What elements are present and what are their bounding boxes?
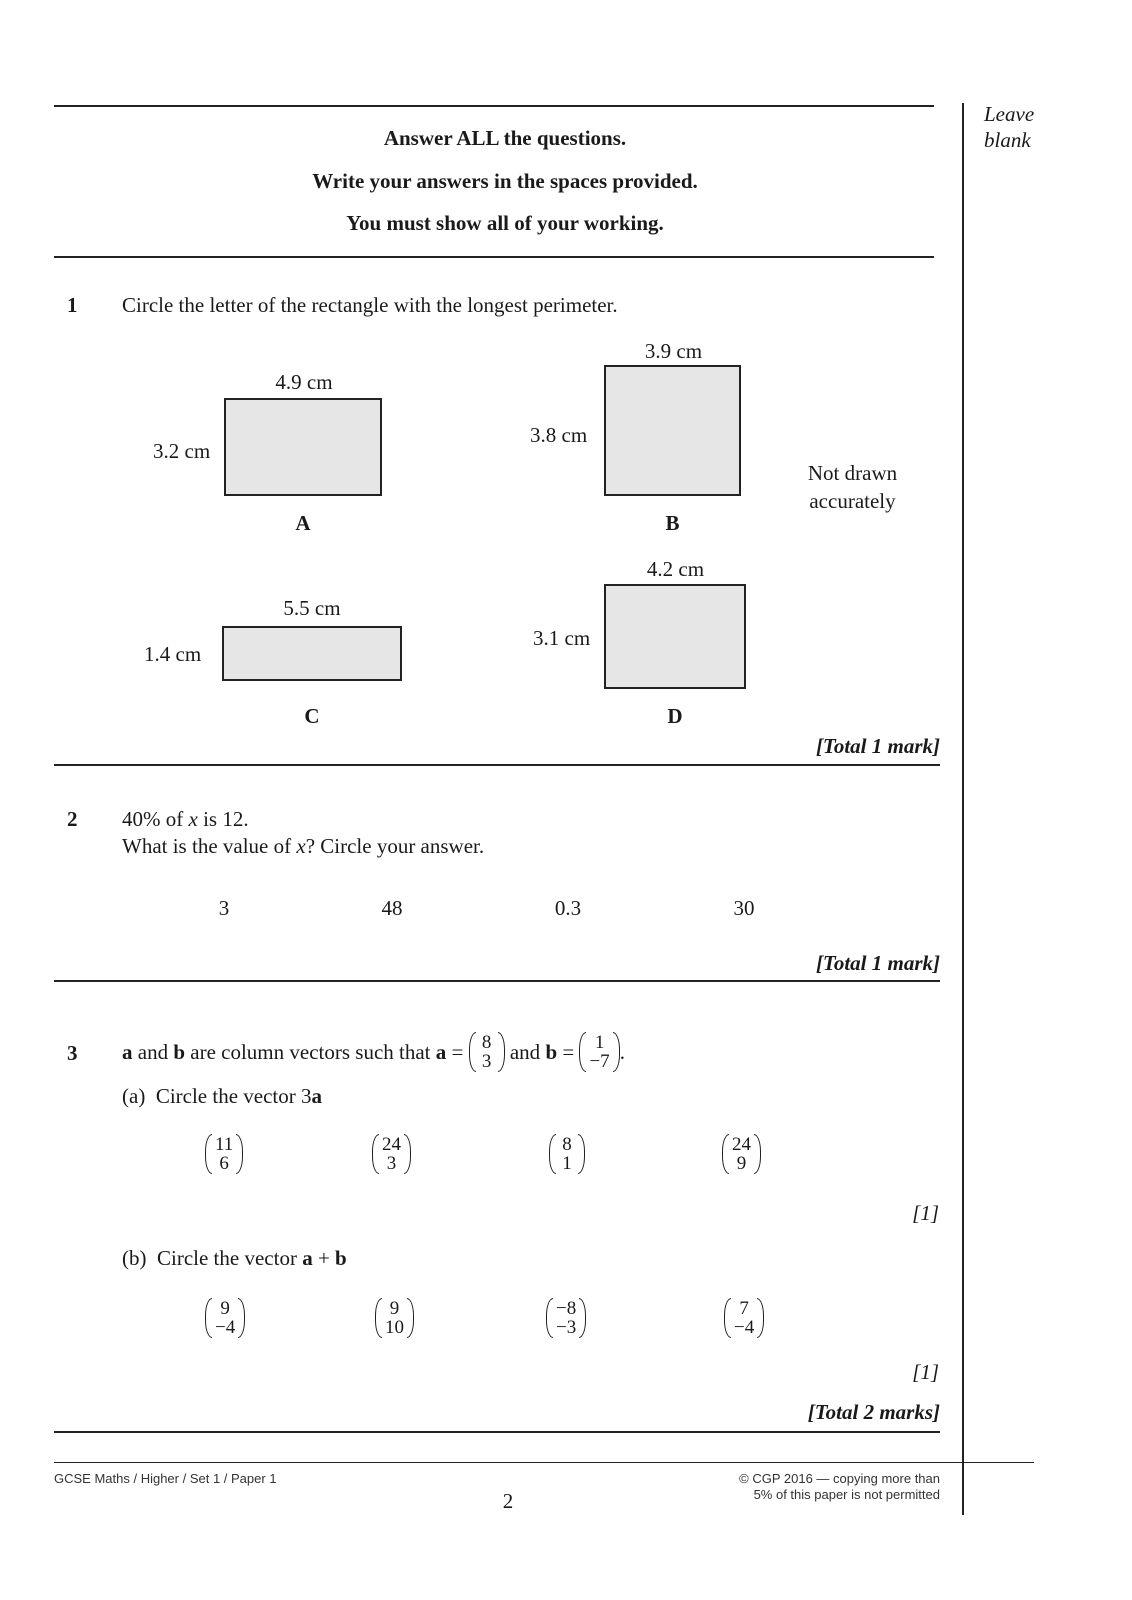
rectangle-c <box>222 626 402 681</box>
q3b-option-3[interactable]: −8 −3 <box>546 1298 586 1338</box>
q3-stem-rest: are column vectors such that <box>185 1039 436 1064</box>
q3a-text: Circle the vector 3 <box>155 1084 312 1108</box>
q1-text: Circle the letter of the rectangle with the longest perimeter. <box>122 293 618 317</box>
q3-total-marks: [Total 2 marks] <box>807 1400 940 1424</box>
vector-a: 8 3 <box>469 1032 505 1072</box>
q3a-bold-a: a <box>311 1084 322 1108</box>
q3b-bold-a: a <box>302 1246 313 1270</box>
note-line-2: accurately <box>809 489 896 513</box>
rectangle-d <box>604 584 746 689</box>
instruction-2: Write your answers in the spaces provided. <box>312 169 698 193</box>
q2-line-2 <box>122 834 484 859</box>
footer-copyright <box>739 1471 940 1503</box>
leave-blank-label <box>984 101 1034 153</box>
leave-text: Leave <box>984 102 1035 126</box>
page-number: 2 <box>502 1489 514 1513</box>
rectangle-b <box>604 365 741 496</box>
rect-d-height-label: 3.1 cm <box>533 626 591 650</box>
q3a-option-2[interactable]: 24 3 <box>372 1134 411 1174</box>
rect-a-letter[interactable]: A <box>295 511 311 535</box>
q3b-option-4[interactable]: 7 −4 <box>724 1298 764 1338</box>
rect-b-letter[interactable]: B <box>665 511 680 535</box>
q2-number: 2 <box>67 807 78 831</box>
rect-d-width-label: 4.2 cm <box>646 557 705 581</box>
q3a-option-4[interactable]: 24 9 <box>722 1134 761 1174</box>
q3b-text: Circle the vector <box>157 1246 303 1270</box>
q3-equals-b: = <box>557 1039 580 1064</box>
q3-and-word: and <box>504 1039 546 1064</box>
q3-number: 3 <box>67 1041 78 1065</box>
q3-bottom-rule <box>54 1431 940 1433</box>
q2-bottom-rule <box>54 980 940 982</box>
q3a-prompt <box>122 1084 322 1109</box>
q2-line1-post: is 12. <box>197 807 249 831</box>
q3b-plus: + <box>312 1246 336 1270</box>
rect-c-width-label: 5.5 cm <box>283 596 341 620</box>
rect-a-height-label: 3.2 cm <box>153 439 211 463</box>
q1-total-marks: [Total 1 mark] <box>815 734 940 758</box>
not-drawn-note <box>790 459 915 515</box>
footer-paper-info: GCSE Maths / Higher / Set 1 / Paper 1 <box>54 1471 277 1486</box>
q3-equals-a: = <box>446 1039 469 1064</box>
q3-stem-a: a <box>122 1039 133 1064</box>
instruction-1: Answer ALL the questions. <box>383 126 627 150</box>
q3a-mark: [1] <box>912 1201 939 1225</box>
q3-stem <box>122 1030 625 1074</box>
q1-number: 1 <box>67 293 78 317</box>
margin-divider <box>962 103 964 1515</box>
q2-line2-post: ? Circle your answer. <box>305 834 485 858</box>
rect-b-width-label: 3.9 cm <box>644 339 703 363</box>
q2-line2-var: x <box>296 834 306 858</box>
q3b-bold-b: b <box>335 1246 347 1270</box>
q3b-option-2[interactable]: 9 10 <box>375 1298 414 1338</box>
blank-text: blank <box>984 128 1031 152</box>
q2-option-4[interactable]: 30 <box>733 896 755 920</box>
q1-bottom-rule <box>54 764 940 766</box>
q3-stem-and: and <box>132 1039 174 1064</box>
q3a-option-3[interactable]: 8 1 <box>549 1134 585 1174</box>
rect-b-height-label: 3.8 cm <box>530 423 588 447</box>
instructions-bottom-rule <box>54 256 934 258</box>
copyright-line-2: 5% of this paper is not permitted <box>753 1487 940 1502</box>
q3b-option-1[interactable]: 9 −4 <box>205 1298 245 1338</box>
instruction-3: You must show all of your working. <box>346 211 664 235</box>
q2-line-1 <box>122 807 249 832</box>
q3b-prompt <box>122 1246 347 1271</box>
q3-stem-b: b <box>173 1039 186 1064</box>
q3-period: . <box>619 1039 625 1064</box>
q2-line2-pre: What is the value of <box>122 834 297 858</box>
q3-eq-b: b <box>545 1039 558 1064</box>
rect-d-letter[interactable]: D <box>667 704 683 728</box>
q2-option-3[interactable]: 0.3 <box>554 896 582 920</box>
q3b-mark: [1] <box>912 1360 939 1384</box>
footer-rule <box>54 1462 1034 1463</box>
q3a-option-1[interactable]: 11 6 <box>205 1134 243 1174</box>
rect-c-letter[interactable]: C <box>304 704 320 728</box>
copyright-line-1: © CGP 2016 — copying more than <box>739 1471 940 1486</box>
q3-eq-a: a <box>435 1039 447 1064</box>
q2-total-marks: [Total 1 mark] <box>815 951 940 975</box>
q3a-label: (a) <box>122 1084 146 1108</box>
instructions-top-rule <box>54 105 934 107</box>
note-line-1: Not drawn <box>807 461 898 485</box>
q2-line1-var: x <box>188 807 198 831</box>
q2-option-2[interactable]: 48 <box>381 896 403 920</box>
q2-line1-pre: 40% of <box>122 807 189 831</box>
rect-a-width-label: 4.9 cm <box>275 370 333 394</box>
q3b-label: (b) <box>122 1246 147 1270</box>
vector-b: 1 −7 <box>579 1032 619 1072</box>
rectangle-a <box>224 398 382 496</box>
rect-c-height-label: 1.4 cm <box>144 642 202 666</box>
q2-option-1[interactable]: 3 <box>218 896 230 920</box>
